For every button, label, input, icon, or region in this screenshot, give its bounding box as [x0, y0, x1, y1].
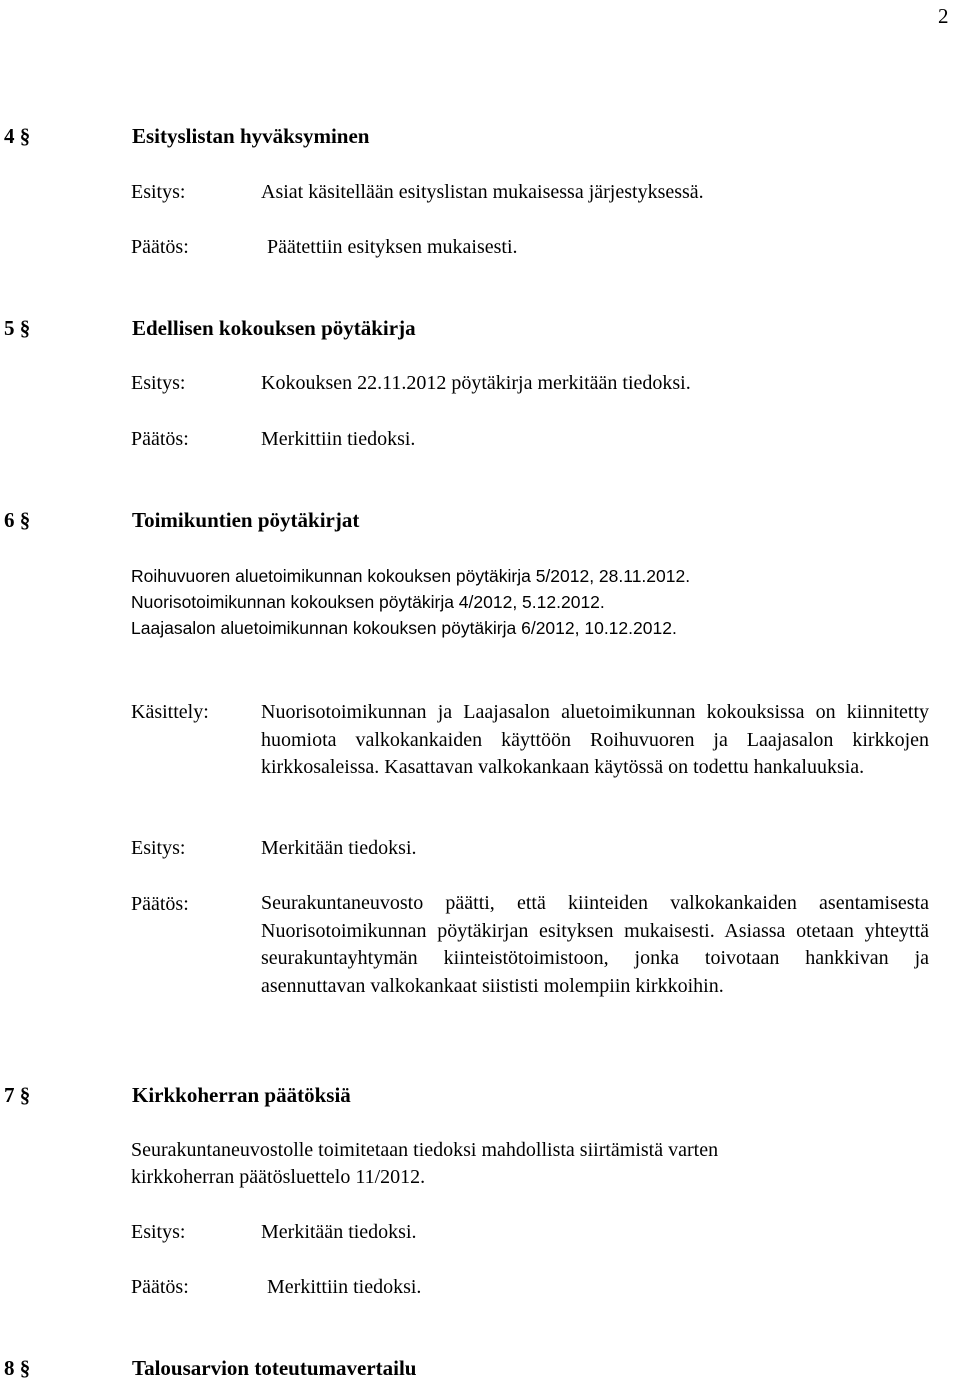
esitys-label: Esitys:	[131, 372, 186, 394]
paatos-label: Päätös:	[131, 428, 189, 450]
paatos-text: Päätettiin esityksen mukaisesti.	[267, 236, 518, 258]
esitys-text: Merkitään tiedoksi.	[261, 837, 417, 859]
esitys-label: Esitys:	[131, 1221, 186, 1243]
body-text: kirkkoherran päätösluettelo 11/2012.	[131, 1166, 426, 1188]
esitys-text: Kokouksen 22.11.2012 pöytäkirja merkitään tiedoksi.	[261, 372, 691, 394]
section-number: 4 §	[4, 124, 31, 148]
paatos-text: Merkittiin tiedoksi.	[267, 1276, 422, 1298]
minutes-item: Laajasalon aluetoimikunnan kokouksen pöytäkirja 6/2012, 10.12.2012.	[131, 618, 677, 638]
section-title: Esityslistan hyväksyminen	[132, 124, 370, 148]
minutes-item: Nuorisotoimikunnan kokouksen pöytäkirja 4/2012, 5.12.2012.	[131, 592, 605, 612]
minutes-item: Roihuvuoren aluetoimikunnan kokouksen pöytäkirja 5/2012, 28.11.2012.	[131, 566, 691, 586]
page-number: 2	[938, 4, 949, 28]
paatos-label: Päätös:	[131, 1276, 189, 1298]
section-title: Kirkkoherran päätöksiä	[132, 1083, 351, 1107]
kasittely-text: Nuorisotoimikunnan ja Laajasalon aluetoimikunnan kokouksissa on kiinnitetty huomiota valkokankaiden käyttöön Roihuvuoren ja Laajasalon kirkkojen kirkkosaleissa. Kasattavan valkokankaan käytössä on todettu hankaluuksia.	[261, 701, 929, 778]
section-number: 8 §	[4, 1356, 31, 1380]
esitys-label: Esitys:	[131, 837, 186, 859]
body-text: Seurakuntaneuvostolle toimitetaan tiedoksi mahdollista siirtämistä varten	[131, 1139, 719, 1161]
esitys-label: Esitys:	[131, 181, 186, 203]
section-title: Talousarvion toteutumavertailu	[132, 1356, 417, 1380]
paatos-text: Seurakuntaneuvosto päätti, että kiinteiden valkokankaiden asentamisesta Nuorisotoimikunnan pöytäkirjan esityksen mukaisesti. Asiassa otetaan yhteyttä seurakuntayhtymän kiinteistötoimistoon, jonka toivotaan hankkivan ja asennuttavan valkokankaat siististi molempiin kirkkoihin.	[261, 892, 929, 997]
esitys-text: Merkitään tiedoksi.	[261, 1221, 417, 1243]
esitys-text: Asiat käsitellään esityslistan mukaisessa järjestyksessä.	[261, 181, 704, 203]
section-number: 7 §	[4, 1083, 31, 1107]
section-number: 6 §	[4, 508, 31, 532]
section-title: Toimikuntien pöytäkirjat	[132, 508, 360, 532]
paatos-label: Päätös:	[131, 236, 189, 258]
paatos-label: Päätös:	[131, 893, 189, 915]
paatos-text: Merkittiin tiedoksi.	[261, 428, 416, 450]
section-title: Edellisen kokouksen pöytäkirja	[132, 316, 416, 340]
kasittely-label: Käsittely:	[131, 701, 209, 723]
section-number: 5 §	[4, 316, 31, 340]
